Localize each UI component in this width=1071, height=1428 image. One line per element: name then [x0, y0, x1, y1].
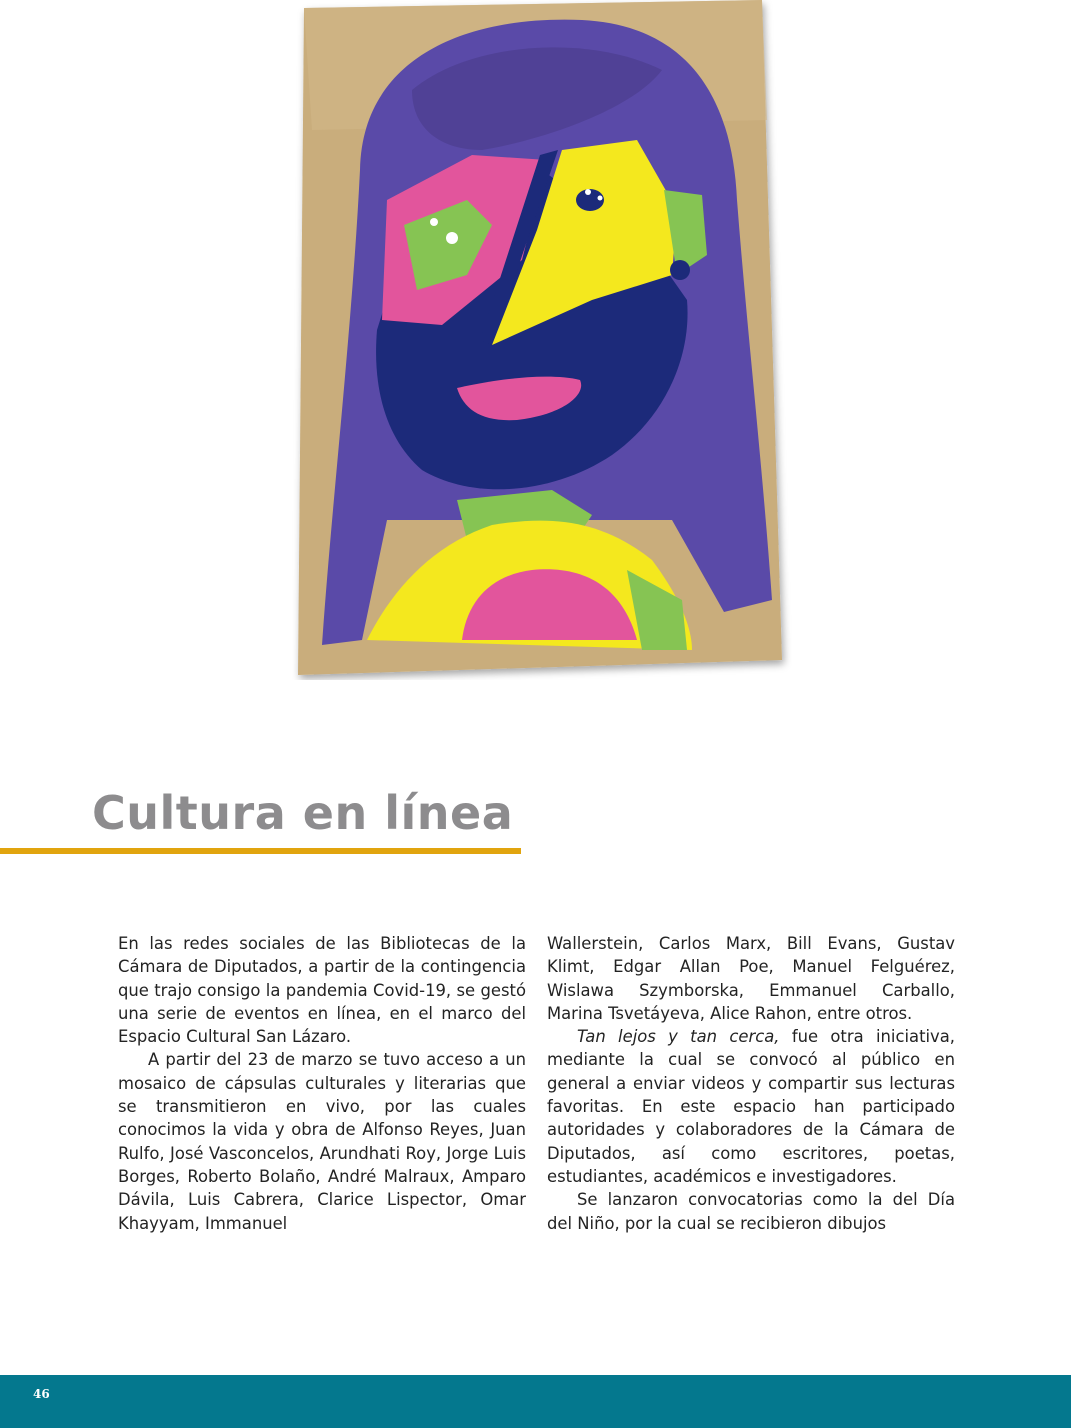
- italic-title: Tan lejos y tan cerca,: [577, 1027, 780, 1047]
- section-heading: Cultura en línea: [92, 786, 514, 840]
- right-text-column: [547, 932, 955, 1235]
- paragraph: Se lanzaron convocatorias como la del Día del Niño, por la cual se recibieron dibujos: [547, 1190, 955, 1233]
- page-number: 46: [33, 1387, 50, 1401]
- paragraph: [547, 1025, 955, 1188]
- child-painting-portrait: [292, 0, 792, 680]
- left-text-column: [118, 932, 526, 1235]
- heading-underline: [0, 848, 521, 854]
- paragraph: Wallerstein, Carlos Marx, Bill Evans, Gustav Klimt, Edgar Allan Poe, Manuel Felguérez, Wislawa Szymborska, Emmanuel Carballo, Marina Tsvetáyeva, Alice Rahon, entre otros.: [547, 934, 955, 1023]
- child-painting-portrait-icon: [292, 0, 792, 680]
- footer-bar: [0, 1375, 1071, 1428]
- paragraph: En las redes sociales de las Bibliotecas de la Cámara de Diputados, a partir de la contingencia que trajo consigo la pandemia Covid-19, se gestó una serie de eventos en línea, en el marco del Espacio Cultural San Lázaro.: [118, 934, 526, 1047]
- paragraph-text: fue otra iniciativa, mediante la cual se convocó al público en general a enviar videos y compartir sus lecturas favoritas. En este espacio han participado autoridades y colaboradores de la Cámara de Diputados, así como escritores, poetas, estudiantes, académicos e investigadores.: [547, 1027, 956, 1186]
- paragraph: A partir del 23 de marzo se tuvo acceso a un mosaico de cápsulas culturales y literarias que se transmitieron en vivo, por las cuales conocimos la vida y obra de Alfonso Reyes, Juan Rulfo, José Vasconcelos, Arundhati Roy, Jorge Luis Borges, Roberto Bolaño, André Malraux, Amparo Dávila, Luis Cabrera, Clarice Lispector, Omar Khayyam, Immanuel: [118, 1050, 526, 1233]
